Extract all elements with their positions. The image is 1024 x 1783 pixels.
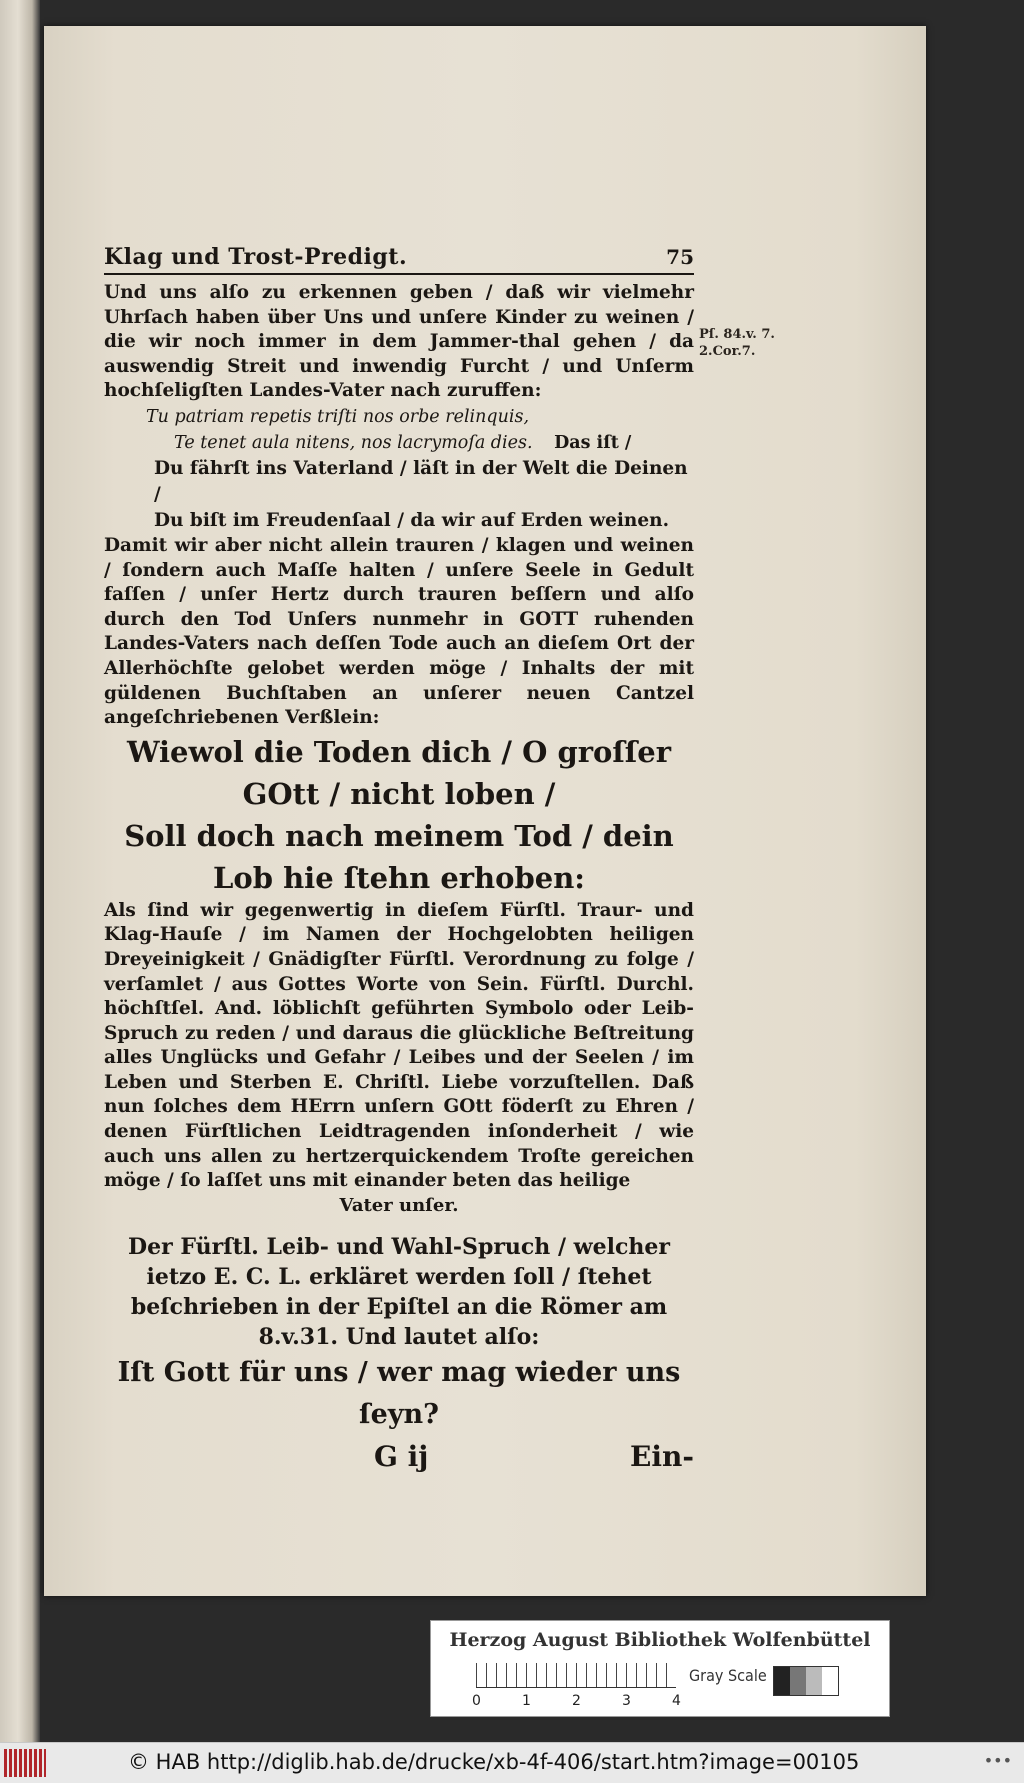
latin-verse-2 [104,430,694,456]
das-ist: Das iſt / [554,432,632,453]
gray-scale-bar [773,1666,839,1696]
footer-bar [0,1742,1024,1783]
running-title: Klag und Trost-Predigt. [104,244,408,270]
german-verse-2: Du biſt im Freudenſaal / da wir auf Erden weinen. [154,509,670,531]
paragraph-2: Damit wir aber nicht allein trauren / klagen und weinen / ſondern auch Maſſe halten / unſere Seele in Gedult faſſen / unſer Hertz durch trauren beſſern und alſo durch den Tod Unſers nunmehr in GOTT ruhenden Landes-Vaters nach deſſen Tode auch an dieſem Ort der Allerhöchſte gelobet werden möge / Inhalts der mit güldenen Buchſtaben an unſerer neuen Cantzel angeſchriebenen Verßlein: [104,534,694,729]
paragraph-1: Und uns alſo zu erkennen geben / daß wir vielmehr Uhrſach haben über Uns und unſere Kinder zu weinen / die wir noch immer in dem Jammer-thal gehen / da auswendig Streit und inwendig Furcht / und Unſerm hochſeligſten Landes-Vater nach zuruffen: [104,282,694,402]
latin-verse-1: Tu patriam repetis triſti nos orbe relinquis, [146,406,530,427]
page-text-block [104,244,694,1473]
adjacent-page-edge [0,0,40,1742]
inscription-line-1: Wiewol die Toden dich / O groſſer GOtt / nicht loben / [126,734,672,811]
page-number: 75 [666,245,694,269]
catchword: Ein- [630,1439,694,1473]
signature-mark: G ij [374,1439,429,1473]
motto: Iſt Gott für uns / wer mag wieder uns ſeyn? [117,1356,681,1430]
ruler-number: 4 [672,1693,681,1709]
ruler-number: 0 [472,1693,481,1709]
ruler-number: 1 [522,1693,531,1709]
paragraph-3: Als ſind wir gegenwertig in dieſem Fürſtl. Traur- und Klag-Hauſe / im Namen der Hochgelobten heiligen Dreyeinigkeit / Gnädigſter Fürſtl. Verordnung zu folge / verſamlet / aus Gottes Worte von Sein. Fürſtl. Durchl. höchſtſel. And. löblichſt geführten Symbolo oder Leib-Spruch zu reden / und daraus die glückliche Beſtreitung alles Unglücks und Gefahr / Leibes und der Seelen / im Leben und Sterben E. Chriſtl. Liebe vorzuſtellen. Daß nun ſolches dem HErrn unſern GOtt föderſt zu Ehren / denen Fürſtlichen Leidtragenden inſonderheit / wie auch uns allen zu hertzerquickendem Troſte gereichen möge / ſo laſſet uns mit einander beten das heilige [104,899,694,1192]
signature-row [104,1440,694,1473]
hab-logo-icon [4,1749,46,1777]
more-menu-icon[interactable]: ••• [983,1751,1012,1770]
margin-notes [699,326,775,360]
library-color-card [430,1620,890,1717]
library-name: Herzog August Bibliothek Wolfenbüttel [449,1629,871,1651]
scanned-page [44,26,926,1596]
latin-verse-2-text: Te tenet aula nitens, nos lacrymoſa dies. [174,432,533,453]
motto-heading: Der Fürſtl. Leib- und Wahl-Spruch / welcher ietzo E. C. L. erkläret werden ſoll / ſtehet beſchrieben in der Epiſtel an die Römer am 8.v.31. Und lautet alſo: [128,1233,670,1350]
margin-note-2: 2.Cor.7. [699,344,756,359]
ruler-number: 2 [572,1693,581,1709]
scale-ruler [476,1663,676,1688]
german-verse-1: Du fährſt ins Vaterland / läſt in der Welt die Deinen / [154,457,688,505]
ruler-number: 3 [622,1693,631,1709]
paragraph-3-end: Vater unſer. [339,1194,459,1216]
running-header [104,244,694,275]
gray-scale-label: Gray Scale [689,1666,767,1685]
margin-note-1: Pſ. 84.v. 7. [699,327,775,342]
footer-copyright-link[interactable]: © HAB http://diglib.hab.de/drucke/xb-4f-406/start.htm?image=00105 [128,1750,860,1774]
inscription-line-2: Soll doch nach meinem Tod / dein Lob hie ſtehn erhoben: [124,818,674,895]
